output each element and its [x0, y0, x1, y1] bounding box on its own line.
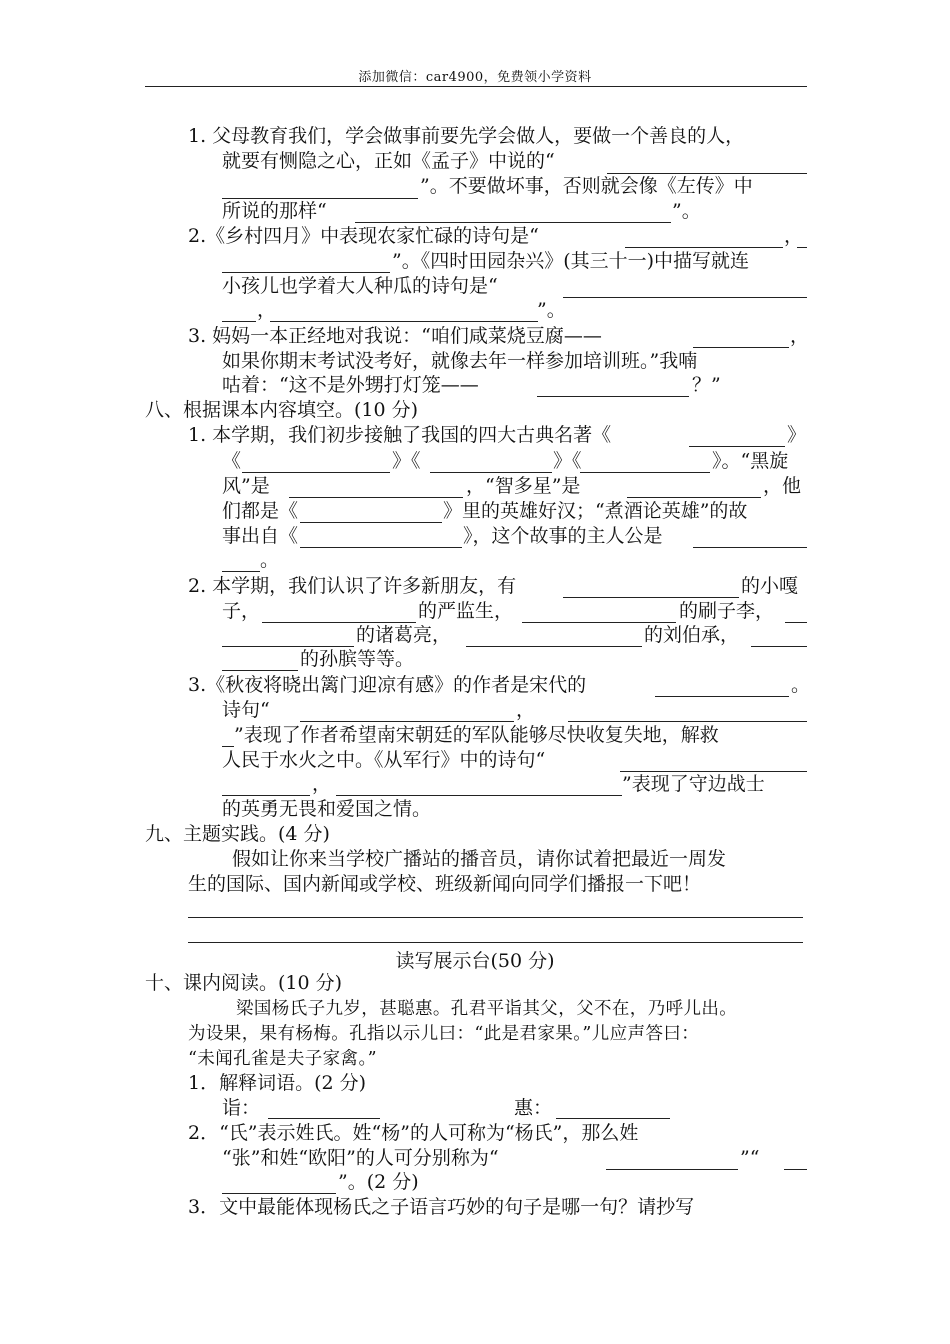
answer-blank[interactable] [580, 472, 710, 473]
q8-item1-e2: 》，这个故事的主人公是 [463, 525, 663, 547]
header-divider [145, 86, 807, 87]
q9-title: 九、主题实践。(4 分) [145, 823, 330, 845]
q8-item2-b2: 的严监生， [418, 600, 514, 622]
answer-blank[interactable] [466, 646, 642, 647]
answer-blank[interactable] [270, 321, 538, 322]
q8-item3-e2: ”表现了守边战士 [622, 773, 765, 795]
q10-sub1-hui: 惠： [514, 1097, 553, 1119]
q8-item1-end: 。 [260, 549, 280, 571]
answer-blank[interactable] [751, 646, 807, 647]
answer-blank[interactable] [689, 446, 785, 447]
q8-item1-b1: 《 [222, 450, 242, 472]
q10-sub2-line2a: “张”和姓“欧阳”的人可分别称为“ [222, 1147, 499, 1169]
answer-blank[interactable] [222, 571, 260, 572]
q8-item1-c1: 风”是 [222, 475, 270, 497]
answer-blank[interactable] [556, 1118, 670, 1119]
q8-item3-f: 的英勇无畏和爱国之情。 [222, 798, 432, 820]
answer-blank[interactable] [627, 497, 761, 498]
q10-sub3: 3．文中最能体现杨氏之子语言巧妙的句子是哪一句？请抄写 [188, 1196, 695, 1218]
answer-line[interactable] [188, 942, 803, 943]
q8-item3-b1: 诗句“ [222, 699, 270, 721]
q8-item1-b4: 》。“黑旋 [712, 450, 789, 472]
answer-blank[interactable] [242, 472, 390, 473]
q8-item1-d2: 》里的英雄好汉；“煮酒论英雄”的故 [443, 500, 748, 522]
answer-blank[interactable] [300, 547, 462, 548]
q7-item2-line3: 小孩儿也学着大人种瓜的诗句是“ [222, 275, 498, 297]
q7-item3-comma: ， [790, 325, 810, 347]
passage-line3: “未闻孔雀是夫子家禽。” [188, 1049, 377, 1069]
q7-item3-end: ？” [692, 374, 721, 396]
q7-item3-line2: 如果你期末考试没考好，就像去年一样参加培训班。”我喃 [222, 350, 698, 372]
q8-item3-a2: 。 [791, 674, 811, 696]
q7-item3-line1: 3. 妈妈一本正经地对我说：“咱们咸菜烧豆腐—— [188, 325, 602, 347]
answer-blank[interactable] [222, 795, 310, 796]
q10-title: 十、课内阅读。(10 分) [145, 972, 343, 994]
q8-item3-b2: ， [516, 699, 536, 721]
q8-item2-c2: 的刘伯承， [644, 624, 740, 646]
answer-blank[interactable] [430, 472, 552, 473]
q7-item2-end: ”。 [537, 299, 566, 321]
answer-line[interactable] [188, 917, 803, 918]
q8-item1-line1-end: 》 [787, 424, 807, 446]
passage-line1: 梁国杨氏子九岁，甚聪惠。孔君平诣其父，父不在，乃呼儿出。 [236, 999, 738, 1019]
answer-blank[interactable] [222, 1193, 336, 1194]
q7-item1-line4a: 所说的那样“ [222, 200, 327, 222]
q10-sub2-line1: 2．“氏”表示姓氏。姓“杨”的人可称为“杨氏”，那么姓 [188, 1122, 639, 1144]
answer-blank[interactable] [268, 1118, 380, 1119]
answer-blank[interactable] [797, 247, 807, 248]
q8-item3-c: ”表现了作者希望南宋朝廷的军队能够尽快收复失地，解救 [234, 724, 719, 746]
answer-blank[interactable] [693, 347, 789, 348]
q8-item1-b3: 》《 [553, 450, 582, 472]
answer-blank[interactable] [563, 297, 807, 298]
q8-item3-d: 人民于水火之中。《从军行》中的诗句“ [222, 749, 546, 771]
answer-blank[interactable] [222, 670, 298, 671]
q7-item1-line3: ”。不要做坏事，否则就会像《左传》中 [420, 175, 753, 197]
answer-blank[interactable] [625, 247, 783, 248]
answer-blank[interactable] [336, 795, 622, 796]
q8-item1-e1: 事出自《 [222, 525, 299, 547]
answer-blank[interactable] [563, 597, 739, 598]
answer-blank[interactable] [606, 1169, 738, 1170]
page-header: 添加微信：car4900，免费领小学资料 [358, 70, 592, 85]
answer-blank[interactable] [785, 622, 807, 623]
q8-item1-d1: 们都是《 [222, 500, 299, 522]
q8-item2-b1: 子， [222, 600, 261, 622]
q7-item1-line4b: ”。 [672, 200, 701, 222]
q7-item2-comma2: ， [257, 299, 277, 321]
q9-prompt-line1: 假如让你来当学校广播站的播音员，请你试着把最近一周发 [232, 848, 727, 870]
answer-blank[interactable] [784, 1169, 807, 1170]
q8-title: 八、根据课本内容填空。(10 分) [145, 399, 419, 421]
q8-item2-b3: 的刷子李， [679, 600, 775, 622]
answer-blank[interactable] [300, 721, 514, 722]
q8-item2-c1: 的诸葛亮， [356, 624, 452, 646]
q7-item2-line1: 2.《乡村四月》中表现农家忙碌的诗句是“ [188, 225, 539, 247]
q7-item2-line2: ”。《四时田园杂兴》(其三十一)中描写就连 [392, 250, 750, 272]
q9-prompt-line2: 生的国际、国内新闻或学校、班级新闻向同学们播报一下吧！ [188, 873, 702, 895]
answer-blank[interactable] [222, 746, 234, 747]
q8-item1-line1: 1. 本学期，我们初步接触了我国的四大古典名著《 [188, 424, 612, 446]
q8-item2-a1: 2. 本学期，我们认识了许多新朋友，有 [188, 575, 517, 597]
q8-item3-e1: ， [312, 773, 332, 795]
answer-blank[interactable] [355, 222, 671, 223]
q10-sub2-line2b: ”“ [740, 1147, 760, 1169]
q8-item2-a2: 的小嘎 [741, 575, 799, 597]
answer-blank[interactable] [693, 547, 807, 548]
section-heading: 读写展示台(50 分) [395, 950, 555, 972]
answer-blank[interactable] [222, 321, 256, 322]
q7-item1-line2: 就要有恻隐之心，正如《孟子》中说的“ [222, 150, 555, 172]
q8-item3-a1: 3.《秋夜将晓出篱门迎凉有感》的作者是宋代的 [188, 674, 587, 696]
q10-sub1: 1．解释词语。(2 分) [188, 1072, 367, 1094]
answer-blank[interactable] [537, 396, 689, 397]
q7-item3-line3: 咕着：“这不是外甥打灯笼—— [222, 374, 479, 396]
q7-item1-line1: 1. 父母教育我们，学会做事前要先学会做人，要做一个善良的人， [188, 125, 745, 147]
answer-blank[interactable] [655, 696, 789, 697]
q8-item1-b2: 》《 [392, 450, 421, 472]
answer-blank[interactable] [289, 497, 463, 498]
q8-item2-d: 的孙膑等等。 [300, 648, 415, 670]
passage-line2: 为设果，果有杨梅。孔指以示儿曰：“此是君家果。”儿应声答曰： [188, 1024, 700, 1044]
q8-item1-c3: ，他 [763, 475, 802, 497]
answer-blank[interactable] [300, 522, 442, 523]
answer-blank[interactable] [222, 272, 390, 273]
answer-blank[interactable] [568, 721, 807, 722]
q10-sub2-line3: ”。(2 分) [338, 1171, 419, 1193]
q7-item2-comma: ， [784, 225, 804, 247]
q8-item1-c2: ，“智多星”是 [466, 475, 581, 497]
q10-sub1-yi: 诣： [222, 1097, 261, 1119]
